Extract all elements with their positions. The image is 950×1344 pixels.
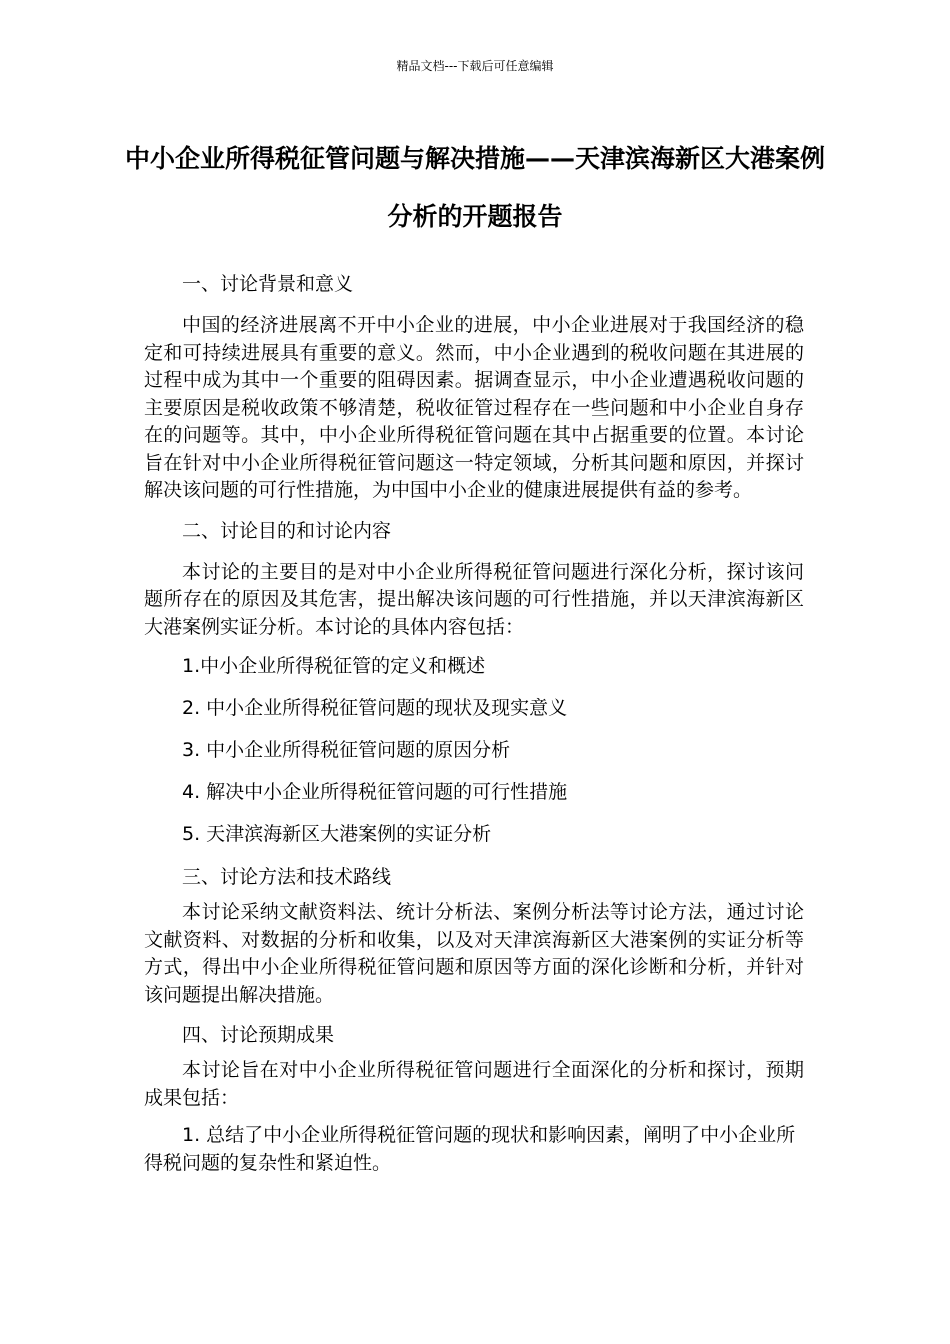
document-body <box>144 268 804 1187</box>
list-item: 2. 中小企业所得税征管问题的现状及现实意义 <box>182 697 568 719</box>
paragraph-purpose: 本讨论的主要目的是对中小企业所得税征管问题进行深化分析，探讨该问题所存在的原因及其危害，提出解决该问题的可行性措施，并以天津滨海新区大港案例实证分析。本讨论的具体内容包括： <box>144 560 804 638</box>
section-heading-purpose: 二、讨论目的和讨论内容 <box>182 519 392 542</box>
list-item: 1.中小企业所得税征管的定义和概述 <box>182 655 486 677</box>
paragraph-outcome: 本讨论旨在对中小企业所得税征管问题进行全面深化的分析和探讨，预期成果包括： <box>144 1059 804 1109</box>
list-item: 1. 总结了中小企业所得税征管问题的现状和影响因素，阐明了中小企业所得税问题的复杂性和紧迫性。 <box>144 1124 796 1174</box>
paragraph-background: 中国的经济进展离不开中小企业的进展，中小企业进展对于我国经济的稳定和可持续进展具有重要的意义。然而，中小企业遇到的税收问题在其进展的过程中成为其中一个重要的阻碍因素。据调查显示，中小企业遭遇税收问题的主要原因是税收政策不够清楚，税收征管过程存在一些问题和中小企业自身存在的问题等。其中，中小企业所得税征管问题在其中占据重要的位置。本讨论旨在针对中小企业所得税征管问题这一特定领域，分析其问题和原因，并探讨解决该问题的可行性措施，为中国中小企业的健康进展提供有益的参考。 <box>144 314 804 501</box>
list-item: 4. 解决中小企业所得税征管问题的可行性措施 <box>182 781 568 803</box>
document-title: 中小企业所得税征管问题与解决措施——天津滨海新区大港案例分析的开题报告 <box>124 144 825 231</box>
page-header-note: 精品文档---下载后可任意编辑 <box>396 59 554 73</box>
paragraph-method: 本讨论采纳文献资料法、统计分析法、案例分析法等讨论方法，通过讨论文献资料、对数据的分析和收集，以及对天津滨海新区大港案例的实证分析等方式，得出中小企业所得税征管问题和原因等方面的深化诊断和分析，并针对该问题提出解决措施。 <box>144 901 804 1006</box>
section-heading-outcome: 四、讨论预期成果 <box>182 1024 335 1046</box>
section-heading-background: 一、讨论背景和意义 <box>182 273 354 295</box>
section-heading-method: 三、讨论方法和技术路线 <box>182 866 392 888</box>
list-item: 3. 中小企业所得税征管问题的原因分析 <box>182 739 511 761</box>
list-item: 5. 天津滨海新区大港案例的实证分析 <box>182 823 492 845</box>
